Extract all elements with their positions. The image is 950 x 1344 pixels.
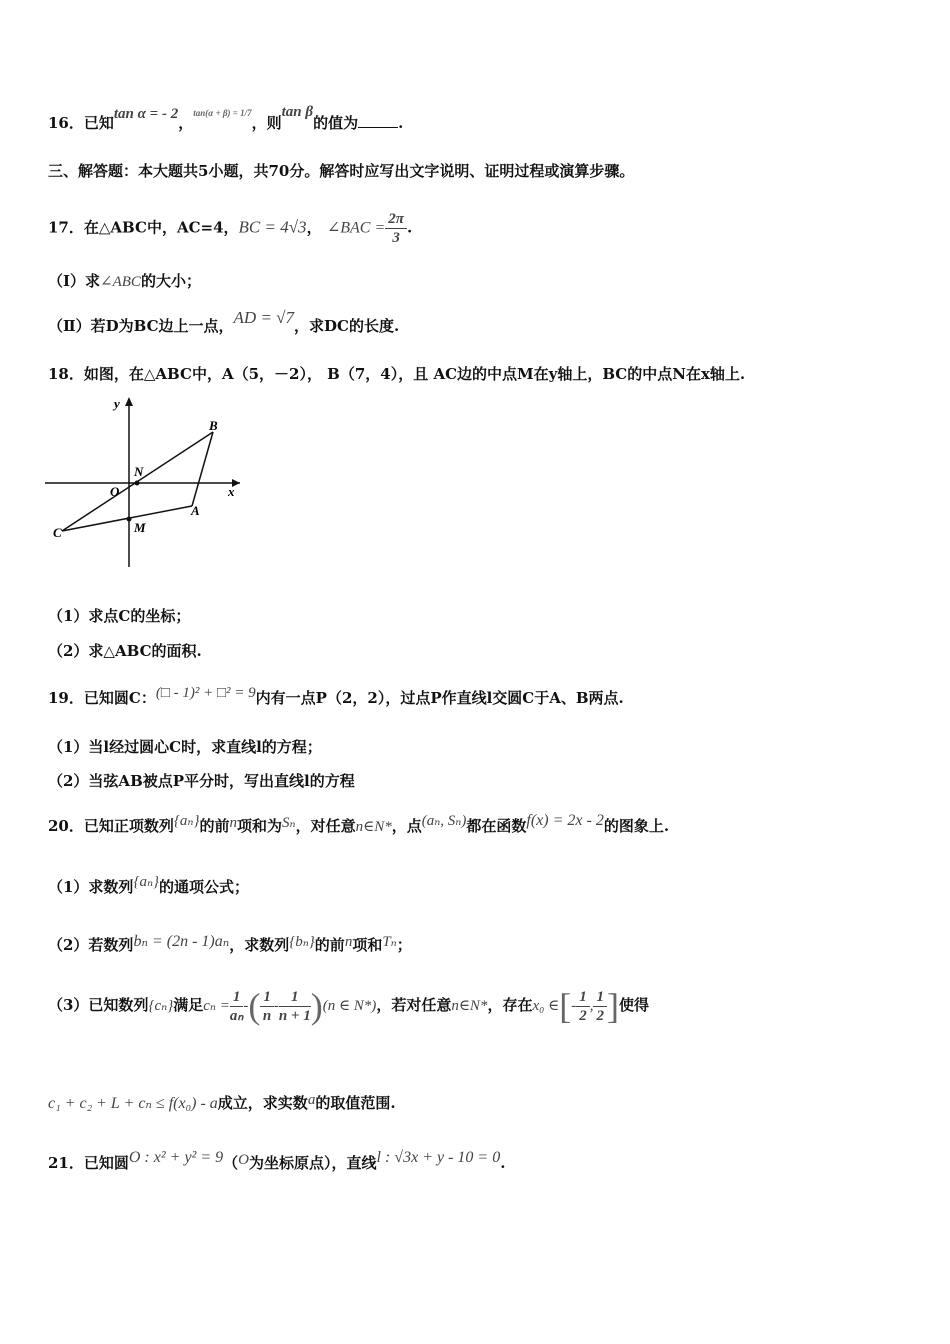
q20-p2-formula-bn: bₙ = (2n - 1)aₙ bbox=[133, 933, 230, 950]
q20-frac3-den: n + 1 bbox=[278, 1007, 311, 1024]
q20-formula-sn: Sₙ bbox=[281, 815, 296, 831]
q20-interval-left bbox=[576, 988, 590, 1025]
q20-minus: - bbox=[243, 998, 249, 1014]
q17-fraction-den: 3 bbox=[392, 230, 400, 246]
label-m: M bbox=[134, 520, 146, 535]
q20-frac1-num: 1 bbox=[230, 988, 244, 1007]
q20-interval-right bbox=[593, 988, 607, 1025]
q20-l2-t1: 成立，求实数 bbox=[217, 1094, 308, 1112]
q18-part-1: （1）求点C的坐标； bbox=[48, 607, 191, 625]
q20-frac-1-over-n bbox=[260, 988, 274, 1025]
q16-stem: 16．已知 bbox=[48, 114, 114, 132]
q20-int1-den: 2 bbox=[579, 1007, 587, 1024]
q17-num: 17． bbox=[48, 218, 84, 237]
label-y: y bbox=[114, 396, 120, 411]
q20-int2-den: 2 bbox=[596, 1007, 604, 1024]
q20-frac2-num: 1 bbox=[260, 988, 274, 1007]
q21-t1: （ bbox=[223, 1154, 239, 1172]
q20-p2-label: （2）若数列 bbox=[48, 936, 134, 954]
q20-stem: 20．已知正项数列 bbox=[48, 817, 174, 835]
q20-frac-1-over-an bbox=[230, 988, 244, 1025]
label-c: C bbox=[53, 525, 62, 540]
point-n bbox=[135, 481, 140, 486]
q20-int2-num: 1 bbox=[593, 988, 607, 1007]
q20-p3-t1: 满足 bbox=[173, 996, 204, 1014]
q20-frac1-den: aₙ bbox=[229, 1007, 244, 1024]
y-axis-arrow bbox=[125, 397, 133, 406]
q20-p3-t2: ，若对任意 bbox=[376, 996, 452, 1014]
q20-p2-t1: ，求数列 bbox=[229, 936, 290, 954]
q19-rest: 内有一点P（2，2），过点P作直线l交圆C于A、B两点. bbox=[255, 689, 624, 707]
q17-text: 在△ABC中，AC=4， bbox=[83, 218, 239, 237]
q20-p3-t4: 使得 bbox=[618, 996, 649, 1014]
label-o: O bbox=[110, 484, 120, 499]
q17-formula-bc: BC = 4√3 bbox=[238, 217, 307, 237]
point-m bbox=[127, 517, 132, 522]
q17-part-1 bbox=[48, 270, 201, 291]
q20-formula-point: (aₙ, Sₙ) bbox=[421, 813, 467, 829]
q18-part-2: （2）求△ABC的面积. bbox=[48, 642, 202, 660]
q16-then: ，则 bbox=[251, 114, 282, 132]
q20-l2-t2: 的取值范围. bbox=[315, 1094, 396, 1112]
question-21 bbox=[48, 1149, 506, 1173]
q20-t5: 都在函数 bbox=[466, 817, 527, 835]
q17-fraction bbox=[385, 210, 407, 247]
answer-blank bbox=[358, 127, 398, 128]
q20-part-1 bbox=[48, 876, 249, 897]
q20-p3-t3: ，存在 bbox=[487, 996, 533, 1014]
q17-formula-angle: ∠BAC = bbox=[326, 219, 386, 237]
q20-formula-f: f(x) = 2x - 2 bbox=[526, 812, 604, 829]
triangle-figure bbox=[40, 392, 250, 572]
q20-part-3-cont bbox=[48, 1092, 396, 1113]
q20-frac3-num: 1 bbox=[279, 988, 311, 1007]
q20-frac2-den: n bbox=[262, 1007, 272, 1024]
question-16 bbox=[48, 104, 404, 133]
section-3-heading: 三、解答题：本大题共5小题，共70分。解答时应写出文字说明、证明过程或演算步骤。 bbox=[48, 162, 635, 180]
q19-part-2: （2）当弦AB被点P平分时，写出直线l的方程 bbox=[48, 772, 355, 790]
q20-t4: ，点 bbox=[391, 817, 422, 835]
label-x: x bbox=[228, 484, 235, 499]
q20-p1-tail: 的通项公式； bbox=[159, 878, 250, 896]
q20-formula-n: n bbox=[229, 815, 237, 831]
q20-part-3: （3）已知数列{cₙ}满足cₙ = $\frac{1}{\text{aₙ}}$ -( $\frac{1}{n}$ - $\frac{1}{n + 1}$ )(n ∈ N*)，若对任意n∈N*，存在x₀ ∈[- $\frac{1}{2}$ , $\frac{1}{2}$ ]使得 bbox=[48, 986, 649, 1026]
q20-p2-formula-bn-seq: {bₙ} bbox=[289, 934, 315, 950]
q20-formula-n-in-N: n∈N* bbox=[355, 819, 392, 835]
q16-formula-tan-sum: tan(α + β) = 1/7 bbox=[193, 108, 252, 118]
q16-formula-tan-alpha: tan α = - 2 bbox=[113, 106, 179, 122]
q20-int1-num: 1 bbox=[576, 988, 590, 1007]
q20-t1: 的前 bbox=[199, 817, 230, 835]
q20-p3-x0: x₀ ∈ bbox=[532, 998, 560, 1014]
label-a: A bbox=[191, 503, 200, 518]
q16-formula-tan-beta: tan β bbox=[281, 104, 314, 120]
q20-t3: ，对任意 bbox=[295, 817, 356, 835]
q17-part-2 bbox=[48, 308, 400, 336]
q17-p2-label: （Ⅱ）若D为BC边上一点， bbox=[48, 317, 234, 335]
q19-stem: 19．已知圆C： bbox=[48, 689, 156, 707]
q20-part-2 bbox=[48, 934, 412, 955]
q20-p3-label: （3）已知数列 bbox=[48, 996, 149, 1014]
q20-sum-inequality: c₁ + c₂ + L + cₙ ≤ f(x₀) - a bbox=[48, 1095, 218, 1112]
q20-frac-1-over-n1 bbox=[279, 988, 311, 1025]
q17-p2-formula: AD = √7 bbox=[233, 308, 295, 327]
q20-p2-formula-tn: Tₙ bbox=[382, 934, 397, 950]
q17-p2-tail: ，求DC的长度. bbox=[294, 317, 400, 335]
q21-end: . bbox=[500, 1154, 506, 1172]
q19-formula-circle: (□ - 1)² + □² = 9 bbox=[155, 685, 256, 701]
q21-t2: 为坐标原点），直线 bbox=[249, 1154, 377, 1172]
q20-p3-cond: (n ∈ N*) bbox=[322, 998, 377, 1014]
q17-p1-formula: ∠ABC bbox=[100, 274, 141, 290]
q20-t2: 项和为 bbox=[236, 817, 282, 835]
q19-part-1: （1）当l经过圆心C时，求直线l的方程； bbox=[48, 738, 322, 756]
q17-fraction-num: 2π bbox=[385, 210, 407, 229]
q21-formula-line: l : √3x + y - 10 = 0 bbox=[376, 1149, 501, 1166]
q20-p2-t3: 项和 bbox=[352, 936, 383, 954]
question-19 bbox=[48, 687, 624, 708]
q16-end: . bbox=[398, 114, 404, 132]
q17-sep: ， bbox=[306, 218, 322, 237]
question-17 bbox=[48, 210, 412, 247]
q20-t6: 的图象上. bbox=[603, 817, 670, 835]
q17-p1-tail: 的大小； bbox=[140, 272, 201, 290]
q21-stem: 21．已知圆 bbox=[48, 1154, 129, 1172]
q20-p2-t2: 的前 bbox=[314, 936, 345, 954]
q20-formula-a: a bbox=[307, 1092, 316, 1108]
q20-p3-cn-eq: cₙ = bbox=[203, 998, 230, 1014]
label-n: N bbox=[134, 464, 144, 479]
q20-p1-formula: {aₙ} bbox=[133, 874, 160, 890]
question-18: 18．如图，在△ABC中，A（5，－2）， B（7，4），且 AC边的中点M在y轴上，BC的中点N在x轴上. bbox=[48, 365, 746, 383]
q20-p2-end: ； bbox=[396, 936, 412, 954]
q16-tail: 的值为 bbox=[313, 114, 359, 132]
label-b: B bbox=[209, 418, 218, 433]
q17-end: . bbox=[406, 218, 413, 237]
q20-p1-label: （1）求数列 bbox=[48, 878, 134, 896]
q21-formula-circle: O : x² + y² = 9 bbox=[128, 1149, 224, 1166]
q17-p1-label: （Ⅰ）求 bbox=[48, 272, 101, 290]
question-20 bbox=[48, 812, 670, 836]
q20-formula-an: {aₙ} bbox=[173, 813, 200, 829]
q21-formula-o: O bbox=[238, 1152, 250, 1168]
q20-p3-n-in-N: n∈N* bbox=[451, 998, 488, 1014]
q20-p2-formula-n: n bbox=[344, 934, 353, 950]
q16-sep: ， bbox=[178, 114, 194, 132]
q20-p3-formula-cn: {cₙ} bbox=[148, 998, 174, 1014]
